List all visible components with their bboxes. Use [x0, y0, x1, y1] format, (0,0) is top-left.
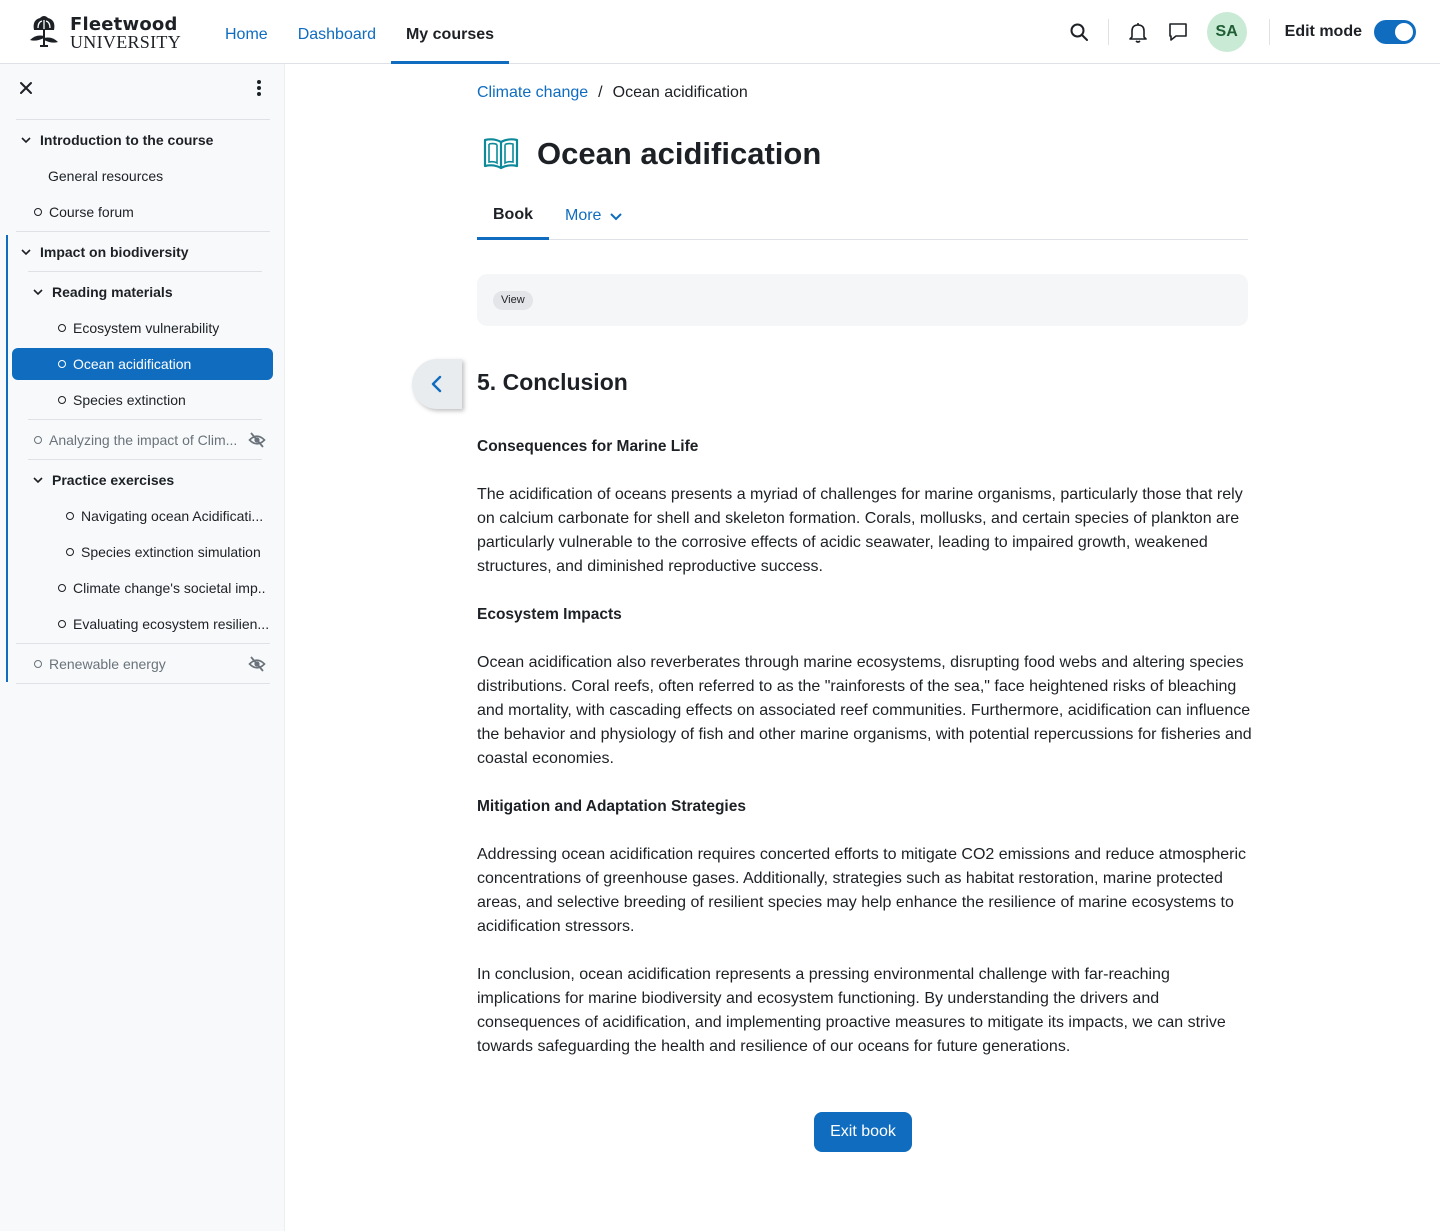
- divider: [28, 271, 262, 272]
- circle-icon: [66, 548, 74, 556]
- divider: [16, 231, 270, 232]
- activity-ocean-acidification[interactable]: [12, 348, 273, 380]
- page-title: Ocean acidification: [537, 136, 822, 171]
- breadcrumb-separator: /: [598, 84, 603, 101]
- search-button[interactable]: [1059, 12, 1099, 52]
- divider: [16, 643, 270, 644]
- nav-dashboard[interactable]: Dashboard: [297, 26, 376, 43]
- section-label: Introduction to the course: [40, 132, 214, 148]
- messages-button[interactable]: [1158, 12, 1198, 52]
- divider: [28, 419, 262, 420]
- activity-dates-box: [477, 274, 1248, 326]
- chevron-down-icon: [609, 209, 623, 223]
- chevron-left-icon: [429, 374, 445, 394]
- edit-mode-toggle[interactable]: [1374, 20, 1416, 44]
- content-paragraph: The acidification of oceans presents a myriad of challenges for marine organisms, particularly those that rely on calcium carbonate for shell and skeleton formation. Corals, mollusks, and certain species of plankton are particularly vulnerable to the corrosive effects of acidic seawater, leading to impaired growth, weakened structures, and diminished reproductive success.: [477, 486, 1243, 575]
- activity-label: Navigating ocean Acidificati...: [81, 508, 264, 524]
- eye-slash-icon: [248, 431, 266, 449]
- chapter-name: Conclusion: [502, 369, 628, 395]
- primary-navigation: [210, 0, 509, 64]
- crest-icon: [24, 12, 68, 52]
- status-badge: View: [493, 291, 533, 310]
- content-paragraph: In conclusion, ocean acidification represents a pressing environmental challenge with far-reaching implications for marine biodiversity and ecosystem functioning. By understanding the drivers and consequences of acidification, and implementing proactive measures to mitigate its impacts, we can strive towards safeguarding the health and resilience of our oceans for future generations.: [477, 966, 1226, 1055]
- tab-more-label: More: [565, 207, 602, 224]
- circle-icon: [58, 360, 66, 368]
- circle-icon: [34, 660, 42, 668]
- university-logo[interactable]: [24, 12, 184, 52]
- activity-label: Course forum: [49, 204, 134, 220]
- top-navbar: [0, 0, 1440, 64]
- activity-label: Ecosystem vulnerability: [73, 320, 220, 336]
- circle-icon: [58, 620, 66, 628]
- toggle-knob: [1395, 23, 1413, 41]
- breadcrumb-course-link[interactable]: Climate change: [477, 84, 589, 101]
- user-menu-area: [1059, 0, 1416, 64]
- chapter-number: 5.: [477, 369, 497, 395]
- circle-icon: [34, 208, 42, 216]
- divider: [1269, 19, 1270, 45]
- search-icon: [1069, 22, 1089, 42]
- section-label: Reading materials: [52, 284, 173, 300]
- chapter-title: [477, 369, 628, 396]
- section-impact-on-biodiversity[interactable]: [20, 236, 270, 268]
- avatar[interactable]: SA: [1207, 12, 1247, 52]
- divider: [16, 119, 270, 120]
- circle-icon: [66, 512, 74, 520]
- chapter-content: [477, 435, 1252, 1083]
- divider: [28, 459, 262, 460]
- nav-my-courses[interactable]: My courses: [391, 0, 509, 64]
- eye-slash-icon: [248, 655, 266, 673]
- exit-book-button[interactable]: Exit book: [814, 1112, 912, 1152]
- divider: [16, 683, 270, 684]
- kebab-icon: [256, 79, 262, 97]
- activity-label: Renewable energy: [49, 656, 166, 672]
- activity-species-extinction[interactable]: [58, 384, 270, 416]
- chevron-down-icon: [20, 246, 32, 258]
- main-content: [285, 64, 1440, 1231]
- close-icon: [19, 81, 33, 95]
- section-label: Practice exercises: [52, 472, 175, 488]
- chevron-down-icon: [20, 134, 32, 146]
- content-paragraph: Ocean acidification also reverberates through marine ecosystems, disrupting food webs and altering species distributions. Coral reefs, often referred to as the "rainforests of the sea," face heightened risks of bleaching and mortality, with cascading effects on associated reef communities. Furthermore, acidification can influence the behavior and physiology of fish and other marine organisms, with potential repercussions for fisheries and coastal economies.: [477, 654, 1252, 767]
- activity-analyzing-impact[interactable]: [34, 424, 244, 456]
- activity-renewable-energy[interactable]: [34, 648, 244, 680]
- content-heading: Ecosystem Impacts: [477, 606, 622, 623]
- activity-navigating-ocean-acidification[interactable]: [66, 500, 270, 532]
- close-drawer-button[interactable]: [14, 76, 38, 100]
- course-index-drawer: [0, 64, 285, 1231]
- page-header: [477, 130, 821, 178]
- secondary-navigation: [477, 192, 1248, 240]
- notifications-button[interactable]: [1118, 12, 1158, 52]
- activity-ecosystem-vulnerability[interactable]: [58, 312, 270, 344]
- activity-societal-impacts[interactable]: [58, 572, 270, 604]
- circle-icon: [34, 436, 42, 444]
- breadcrumb: [477, 84, 748, 102]
- breadcrumb-current: Ocean acidification: [612, 84, 748, 101]
- content-paragraph: Addressing ocean acidification requires concerted efforts to mitigate CO2 emissions and reduce atmospheric concentrations of greenhouse gases. Additionally, strategies such as habitat restoration, marine protected areas, and selective breeding of resilient species may help enhance the resilience of marine ecosystems to acidification stressors.: [477, 846, 1246, 935]
- activity-general-resources[interactable]: [48, 160, 270, 192]
- circle-icon: [58, 584, 66, 592]
- content-heading: Consequences for Marine Life: [477, 438, 699, 455]
- section-label: Impact on biodiversity: [40, 244, 189, 260]
- edit-mode-label: Edit mode: [1284, 23, 1362, 40]
- bell-icon: [1127, 21, 1149, 43]
- message-icon: [1167, 21, 1189, 43]
- chevron-down-icon: [32, 286, 44, 298]
- tab-more[interactable]: [549, 192, 639, 240]
- activity-label: Species extinction simulation: [81, 544, 261, 560]
- content-heading: Mitigation and Adaptation Strategies: [477, 798, 746, 815]
- divider: [1108, 19, 1109, 45]
- book-icon: [477, 130, 525, 178]
- activity-label: General resources: [48, 168, 164, 184]
- brand-name: Fleetwood: [70, 14, 178, 35]
- previous-chapter-button[interactable]: [412, 359, 462, 409]
- subsection-reading-materials[interactable]: [32, 276, 270, 308]
- subsection-practice-exercises[interactable]: [32, 464, 270, 496]
- drawer-options-button[interactable]: [247, 76, 271, 100]
- activity-course-forum[interactable]: [34, 196, 270, 228]
- chevron-down-icon: [32, 474, 44, 486]
- brand-subtitle: UNIVERSITY: [70, 32, 181, 52]
- activity-label: Analyzing the impact of Clim...: [49, 432, 238, 448]
- activity-label: Climate change's societal imp..: [73, 580, 266, 596]
- activity-species-extinction-simulation[interactable]: [66, 536, 270, 568]
- current-section-indicator: [6, 235, 8, 682]
- activity-label: Ocean acidification: [73, 356, 192, 372]
- section-introduction[interactable]: [20, 124, 270, 156]
- activity-ecosystem-resilience[interactable]: [58, 608, 270, 640]
- nav-home[interactable]: Home: [225, 26, 268, 43]
- tab-book[interactable]: Book: [477, 192, 549, 240]
- circle-icon: [58, 396, 66, 404]
- circle-icon: [58, 324, 66, 332]
- activity-label: Species extinction: [73, 392, 186, 408]
- activity-label: Evaluating ecosystem resilien...: [73, 616, 270, 632]
